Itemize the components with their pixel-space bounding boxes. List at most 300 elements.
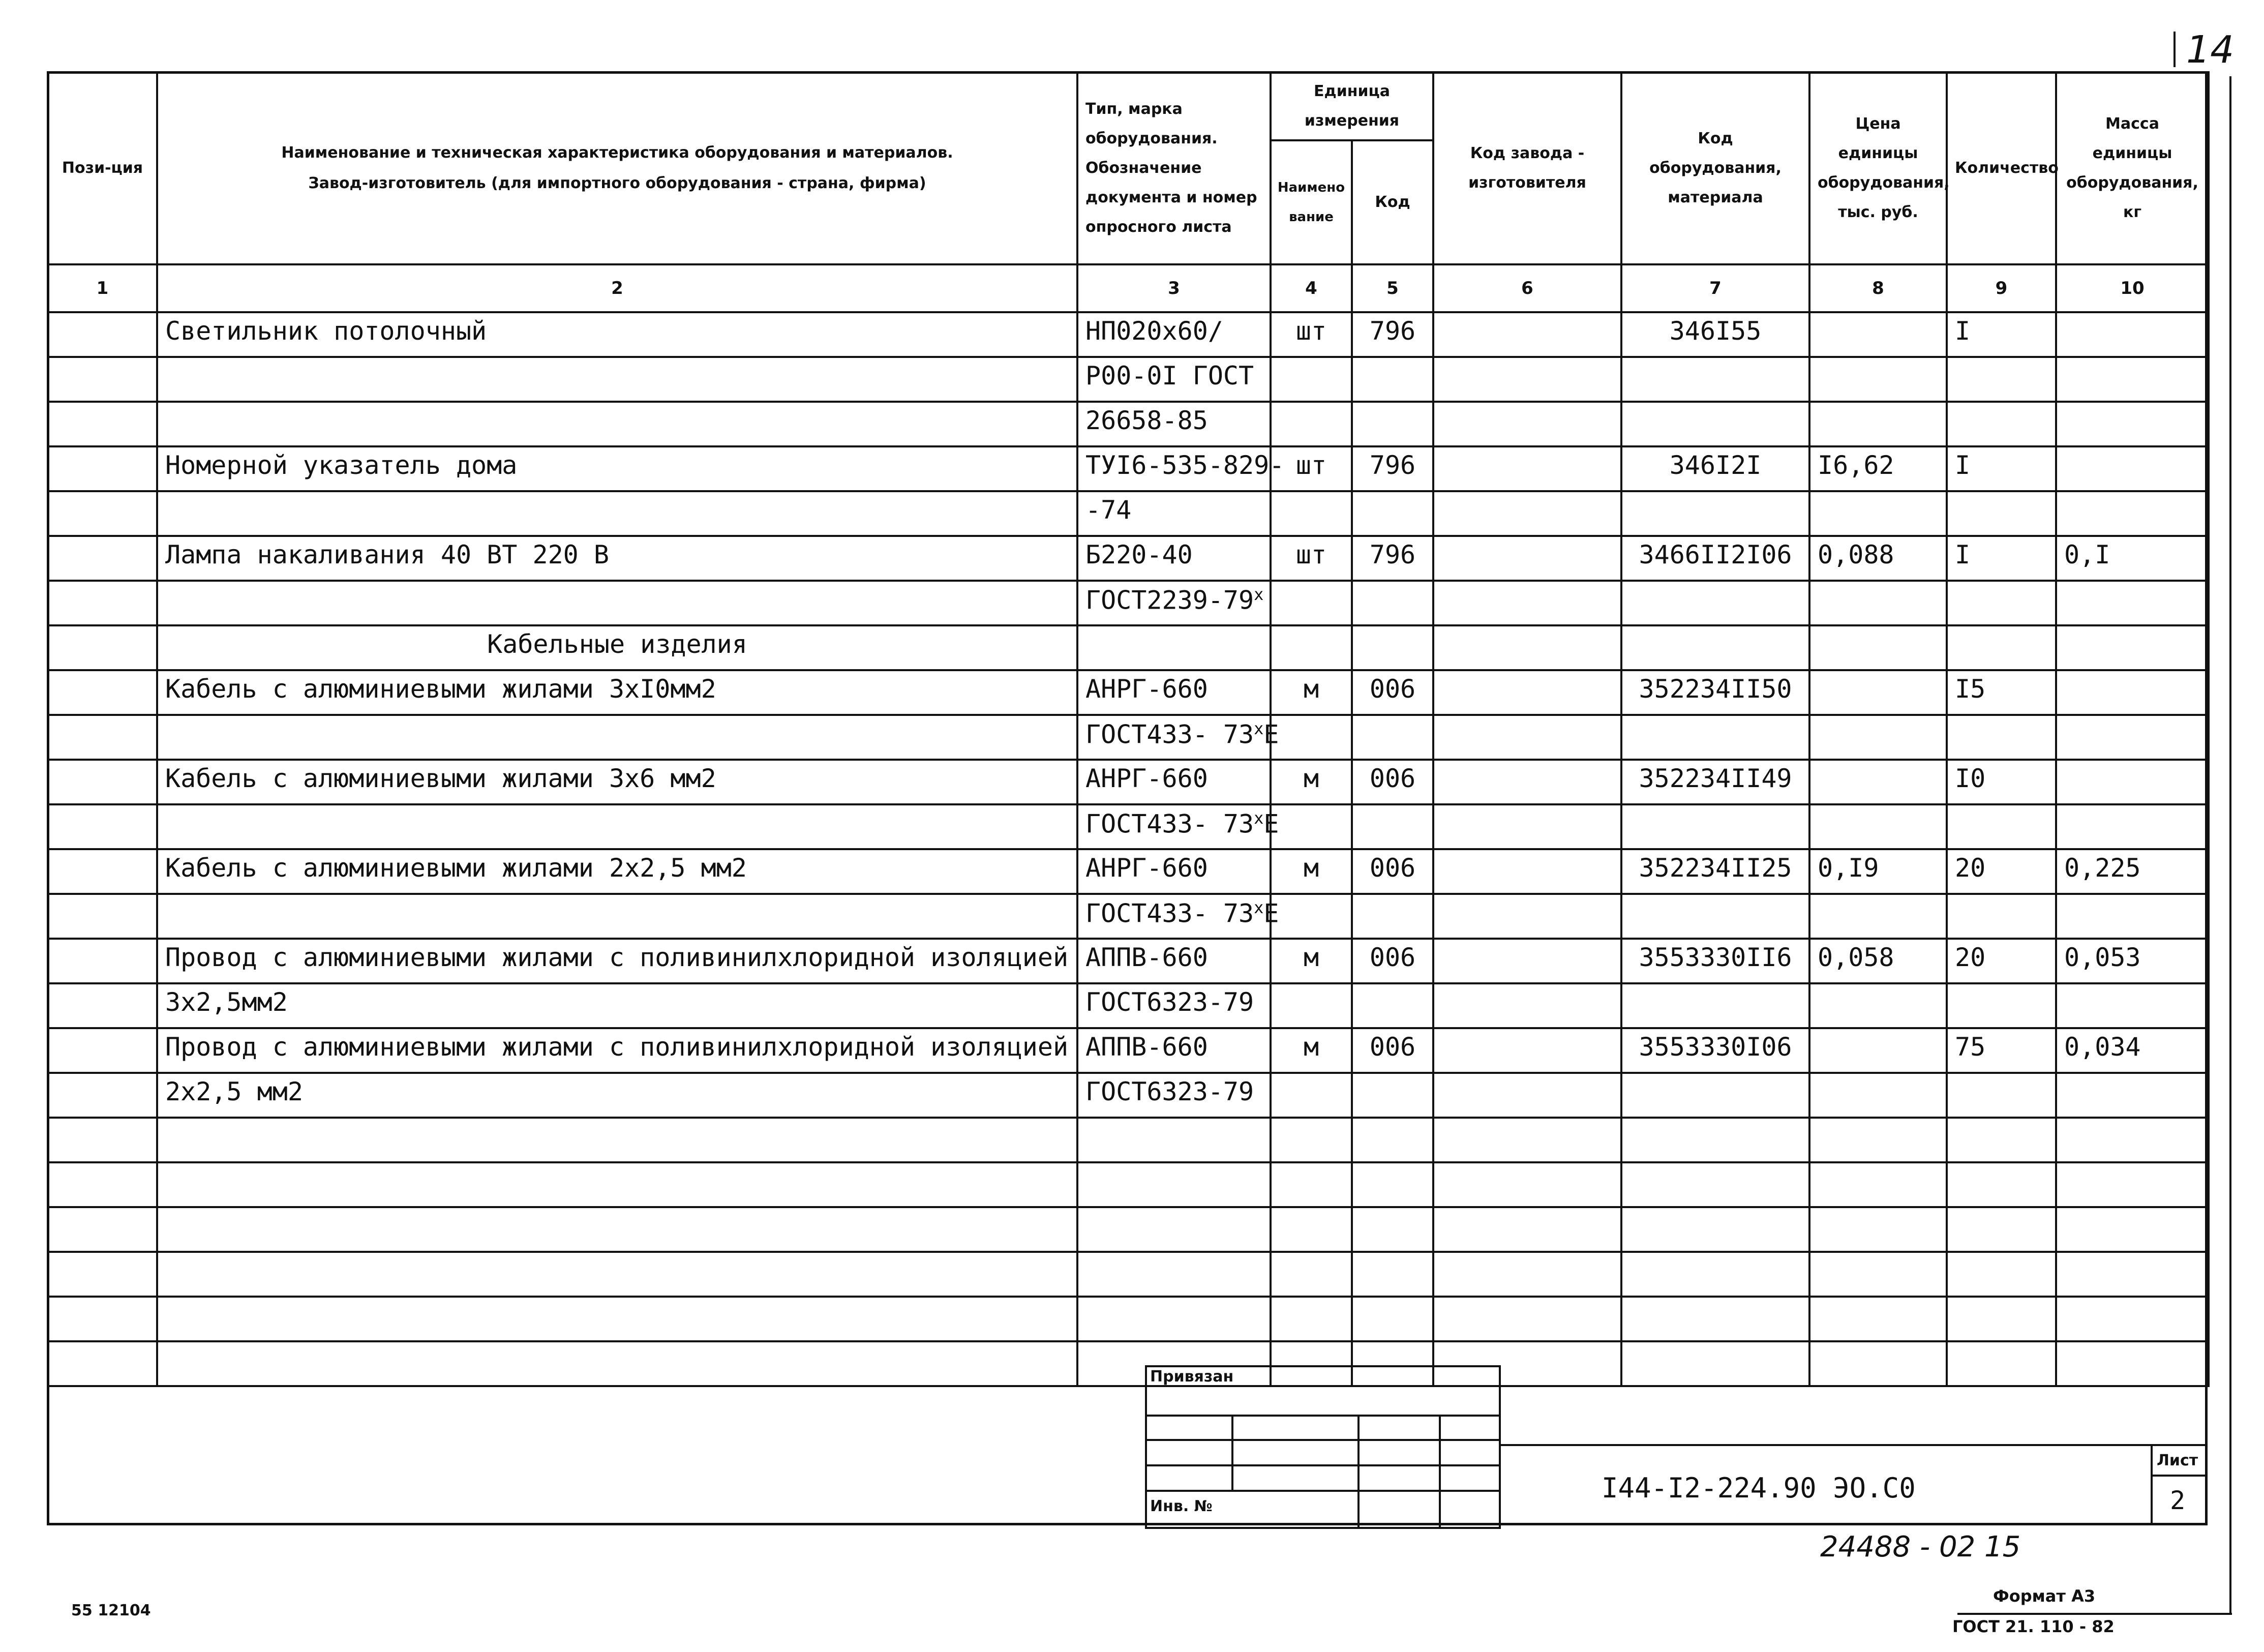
stamp-line: [1357, 1415, 1360, 1527]
type-superscript: х: [1254, 898, 1264, 917]
cell-unit: м: [1271, 849, 1352, 894]
header-type: Тип, марка оборудования. Обозначение документа и номер опросного листа: [1077, 72, 1271, 264]
stamp-line: [1231, 1415, 1233, 1491]
cell-type: Б220-40: [1077, 536, 1271, 581]
cell-price: [1809, 1341, 1947, 1386]
cell-equipment-code: [1621, 402, 1809, 446]
cell-position: [48, 1207, 157, 1252]
cell-type: [1077, 581, 1271, 625]
cell-manufacturer-code: [1433, 312, 1621, 357]
cell-manufacturer-code: [1433, 1252, 1621, 1297]
cell-mass: [2056, 1207, 2209, 1252]
cell-unit-code: [1352, 983, 1433, 1028]
table-row: [48, 983, 2209, 1028]
cell-position: [48, 670, 157, 715]
cell-price: [1809, 625, 1947, 670]
cell-name: Провод с алюминиевыми жилами с поливинилхлоридной изоляцией: [157, 1028, 1077, 1073]
cell-manufacturer-code: [1433, 804, 1621, 849]
cell-unit: [1271, 1252, 1352, 1297]
table-row: [48, 1297, 2209, 1341]
table-row: [48, 446, 2209, 491]
sheet-number: 2: [2170, 1486, 2186, 1515]
cell-quantity: I: [1947, 312, 2056, 357]
header-price: Цена единицы оборудования, тыс. руб.: [1809, 72, 1947, 264]
col-number: 8: [1809, 264, 1947, 312]
cell-price: I6,62: [1809, 446, 1947, 491]
cell-position: [48, 312, 157, 357]
cell-name: [157, 1252, 1077, 1297]
stamp-line: [2151, 1475, 2208, 1477]
cell-price: [1809, 1207, 1947, 1252]
cell-price: [1809, 1118, 1947, 1162]
cell-equipment-code: [1621, 1207, 1809, 1252]
header-unit: Единица измерения: [1271, 72, 1433, 140]
type-text: ГОСТ433- 73: [1085, 719, 1254, 749]
cell-name: Номерной указатель дома: [157, 446, 1077, 491]
bottom-rule: [1957, 1613, 2232, 1615]
cell-unit: шт: [1271, 312, 1352, 357]
cell-unit: [1271, 1297, 1352, 1341]
header-mass: Масса единицы оборудования, кг: [2056, 72, 2209, 264]
stamp-line: [1501, 1444, 2208, 1446]
cell-quantity: [1947, 1118, 2056, 1162]
cell-equipment-code: 3553330II6: [1621, 939, 1809, 983]
type-tail: Е: [1263, 719, 1279, 749]
cell-unit: [1271, 491, 1352, 536]
cell-price: [1809, 312, 1947, 357]
cell-position: [48, 1252, 157, 1297]
cell-price: 0,058: [1809, 939, 1947, 983]
cell-unit: м: [1271, 1028, 1352, 1073]
cell-name: 3х2,5мм2: [157, 983, 1077, 1028]
cell-mass: [2056, 446, 2209, 491]
specification-table: [47, 71, 2210, 1387]
gost-label: ГОСТ 21. 110 - 82: [1952, 1617, 2115, 1636]
cell-equipment-code: [1621, 625, 1809, 670]
cell-unit-code: [1352, 1118, 1433, 1162]
cell-equipment-code: 346I2I: [1621, 446, 1809, 491]
header-manufacturer-code: Код завода - изготовителя: [1433, 72, 1621, 264]
cell-mass: [2056, 715, 2209, 760]
cell-mass: [2056, 1341, 2209, 1386]
cell-name: 2х2,5 мм2: [157, 1073, 1077, 1118]
cell-type: АНРГ-660: [1077, 760, 1271, 804]
cell-price: [1809, 804, 1947, 849]
cell-position: [48, 1118, 157, 1162]
cell-type: [1077, 1207, 1271, 1252]
cell-quantity: [1947, 491, 2056, 536]
header-unit-name: Наименование: [1271, 140, 1352, 264]
cell-unit-code: [1352, 357, 1433, 402]
cell-unit-code: 006: [1352, 849, 1433, 894]
cell-price: [1809, 1162, 1947, 1207]
header-name-line1: Наименование и техническая характеристика оборудования и материалов.: [281, 144, 953, 162]
cell-type: 26658-85: [1077, 402, 1271, 446]
cell-position: [48, 804, 157, 849]
cell-name: Провод с алюминиевыми жилами с поливинилхлоридной изоляцией: [157, 939, 1077, 983]
cell-equipment-code: [1621, 715, 1809, 760]
type-tail: Е: [1263, 809, 1279, 839]
cell-mass: [2056, 1118, 2209, 1162]
table-row: [48, 1118, 2209, 1162]
archive-number: 24488 - 02 15: [1820, 1530, 2021, 1564]
cell-name: [157, 894, 1077, 939]
cell-manufacturer-code: [1433, 670, 1621, 715]
cell-equipment-code: [1621, 1162, 1809, 1207]
table-row: [48, 849, 2209, 894]
cell-price: [1809, 1252, 1947, 1297]
cell-equipment-code: [1621, 1341, 1809, 1386]
cell-equipment-code: [1621, 357, 1809, 402]
cell-manufacturer-code: [1433, 446, 1621, 491]
stamp-inv: Инв. №: [1150, 1497, 1213, 1515]
cell-unit-code: [1352, 715, 1433, 760]
cell-equipment-code: [1621, 983, 1809, 1028]
cell-price: [1809, 1297, 1947, 1341]
cell-quantity: I0: [1947, 760, 2056, 804]
cell-equipment-code: [1621, 1118, 1809, 1162]
cell-unit-code: [1352, 1297, 1433, 1341]
cell-type: [1077, 1118, 1271, 1162]
cell-manufacturer-code: [1433, 1162, 1621, 1207]
cell-unit-code: 796: [1352, 446, 1433, 491]
cell-equipment-code: 352234II50: [1621, 670, 1809, 715]
page-number: 14: [2186, 28, 2235, 72]
col-number: 1: [48, 264, 157, 312]
cell-mass: 0,034: [2056, 1028, 2209, 1073]
cell-unit-code: 006: [1352, 760, 1433, 804]
cell-quantity: 20: [1947, 939, 2056, 983]
cell-position: [48, 1162, 157, 1207]
cell-mass: [2056, 894, 2209, 939]
col-number: 9: [1947, 264, 2056, 312]
cell-quantity: [1947, 625, 2056, 670]
cell-manufacturer-code: [1433, 1207, 1621, 1252]
cell-type: [1077, 894, 1279, 939]
cell-price: [1809, 670, 1947, 715]
cell-mass: [2056, 1073, 2209, 1118]
cell-mass: [2056, 357, 2209, 402]
cell-unit: [1271, 357, 1352, 402]
table-row: [48, 581, 2209, 625]
header-equipment-code: Код оборудования, материала: [1621, 72, 1809, 264]
cell-type: ГОСТ6323-79: [1077, 1073, 1271, 1118]
cell-manufacturer-code: [1433, 491, 1621, 536]
cell-type: -74: [1077, 491, 1271, 536]
cell-unit-code: [1352, 1252, 1433, 1297]
header-name-line2: Завод-изготовитель (для импортного оборудования - страна, фирма): [308, 174, 926, 192]
cell-name: Кабель с алюминиевыми жилами 2х2,5 мм2: [157, 849, 1077, 894]
right-rule: [2229, 76, 2231, 1614]
col-number: 4: [1271, 264, 1352, 312]
cell-name: Кабель с алюминиевыми жилами 3х6 мм2: [157, 760, 1077, 804]
type-text: ГОСТ433- 73: [1085, 898, 1254, 928]
cell-position: [48, 939, 157, 983]
cell-equipment-code: [1621, 1297, 1809, 1341]
cell-position: [48, 1028, 157, 1073]
cell-position: [48, 491, 157, 536]
header-unit-code: Код: [1352, 140, 1433, 264]
cell-quantity: [1947, 1341, 2056, 1386]
stamp-line: [1145, 1490, 1501, 1492]
page-number-mark: [2174, 32, 2176, 67]
cell-manufacturer-code: [1433, 1073, 1621, 1118]
cell-position: [48, 1341, 157, 1386]
cell-unit: [1271, 1207, 1352, 1252]
cell-name: [157, 1118, 1077, 1162]
cell-unit-code: [1352, 491, 1433, 536]
cell-price: [1809, 894, 1947, 939]
cell-manufacturer-code: [1433, 402, 1621, 446]
table-row: [48, 491, 2209, 536]
cell-name: Кабель с алюминиевыми жилами 3хI0мм2: [157, 670, 1077, 715]
cell-position: [48, 894, 157, 939]
cell-name: Кабельные изделия: [157, 625, 1077, 670]
cell-unit: [1271, 804, 1352, 849]
sheet-label: Лист: [2157, 1452, 2198, 1469]
stamp-privyazan: Привязан: [1150, 1368, 1234, 1386]
cell-mass: [2056, 402, 2209, 446]
cell-position: [48, 715, 157, 760]
cell-type: АППВ-660: [1077, 1028, 1271, 1073]
cell-unit: м: [1271, 760, 1352, 804]
cell-position: [48, 760, 157, 804]
cell-type: АППВ-660: [1077, 939, 1271, 983]
cell-equipment-code: [1621, 804, 1809, 849]
col-number: 5: [1352, 264, 1433, 312]
cell-unit-code: [1352, 402, 1433, 446]
cell-price: [1809, 760, 1947, 804]
cell-position: [48, 1073, 157, 1118]
cell-quantity: 20: [1947, 849, 2056, 894]
stamp-line: [1145, 1439, 1501, 1441]
cell-manufacturer-code: [1433, 894, 1621, 939]
cell-type: [1077, 625, 1271, 670]
cell-equipment-code: [1621, 491, 1809, 536]
table-row: [48, 670, 2209, 715]
cell-unit: м: [1271, 670, 1352, 715]
cell-unit-code: [1352, 1207, 1433, 1252]
table-row: [48, 804, 2209, 849]
type-tail: Е: [1263, 898, 1279, 928]
cell-name: Светильник потолочный: [157, 312, 1077, 357]
cell-quantity: [1947, 1073, 2056, 1118]
col-number: 2: [157, 264, 1077, 312]
cell-mass: [2056, 1297, 2209, 1341]
cell-unit-code: 006: [1352, 939, 1433, 983]
cell-position: [48, 1297, 157, 1341]
cell-mass: [2056, 581, 2209, 625]
cell-quantity: [1947, 715, 2056, 760]
cell-unit-code: 796: [1352, 536, 1433, 581]
cell-unit-code: [1352, 1073, 1433, 1118]
cell-type: [1077, 715, 1279, 760]
cell-equipment-code: [1621, 1252, 1809, 1297]
cell-unit-code: [1352, 894, 1433, 939]
cell-manufacturer-code: [1433, 1028, 1621, 1073]
cell-name: [157, 402, 1077, 446]
cell-price: [1809, 357, 1947, 402]
cell-equipment-code: 346I55: [1621, 312, 1809, 357]
cell-manufacturer-code: [1433, 939, 1621, 983]
col-number: 10: [2056, 264, 2209, 312]
type-superscript: х: [1254, 808, 1264, 828]
type-text: ГОСТ2239-79: [1085, 585, 1254, 615]
table-row: [48, 1341, 2209, 1386]
cell-mass: [2056, 1162, 2209, 1207]
stamp-line: [1145, 1464, 1501, 1466]
cell-price: 0,I9: [1809, 849, 1947, 894]
cell-manufacturer-code: [1433, 1297, 1621, 1341]
cell-name: [157, 357, 1077, 402]
cell-name: [157, 491, 1077, 536]
cell-name: [157, 1341, 1077, 1386]
cell-equipment-code: 352234II25: [1621, 849, 1809, 894]
cell-quantity: [1947, 581, 2056, 625]
cell-price: [1809, 491, 1947, 536]
table-row: [48, 357, 2209, 402]
cell-type: АНРГ-660: [1077, 849, 1271, 894]
cell-manufacturer-code: [1433, 715, 1621, 760]
cell-unit: [1271, 581, 1352, 625]
header-position: Пози-ция: [48, 72, 157, 264]
cell-position: [48, 983, 157, 1028]
cell-quantity: [1947, 402, 2056, 446]
cell-quantity: [1947, 1297, 2056, 1341]
cell-unit: [1271, 402, 1352, 446]
cell-equipment-code: [1621, 1073, 1809, 1118]
cell-position: [48, 402, 157, 446]
cell-quantity: [1947, 1252, 2056, 1297]
cell-manufacturer-code: [1433, 581, 1621, 625]
cell-manufacturer-code: [1433, 357, 1621, 402]
cell-unit-code: 006: [1352, 670, 1433, 715]
cell-unit-code: 006: [1352, 1028, 1433, 1073]
stamp-line: [1439, 1415, 1441, 1527]
cell-mass: [2056, 491, 2209, 536]
cell-mass: [2056, 625, 2209, 670]
cell-unit-code: [1352, 581, 1433, 625]
cell-unit-code: 796: [1352, 312, 1433, 357]
cell-mass: 0,225: [2056, 849, 2209, 894]
cell-quantity: [1947, 1207, 2056, 1252]
cell-name: [157, 581, 1077, 625]
cell-mass: 0,I: [2056, 536, 2209, 581]
cell-unit: шт: [1271, 536, 1352, 581]
cell-unit: шт: [1271, 446, 1352, 491]
cell-unit: [1271, 1073, 1352, 1118]
cell-unit-code: [1352, 625, 1433, 670]
cell-position: [48, 581, 157, 625]
table-row: [48, 402, 2209, 446]
table-row: [48, 536, 2209, 581]
table-row: [48, 1028, 2209, 1073]
cell-position: [48, 446, 157, 491]
cell-type: ГОСТ6323-79: [1077, 983, 1271, 1028]
document-code: I44-I2-224.90 ЭО.С0: [1602, 1472, 1916, 1504]
cell-mass: 0,053: [2056, 939, 2209, 983]
cell-unit: [1271, 894, 1352, 939]
cell-type: АНРГ-660: [1077, 670, 1271, 715]
cell-position: [48, 357, 157, 402]
cell-manufacturer-code: [1433, 760, 1621, 804]
cell-unit: м: [1271, 939, 1352, 983]
cell-type: [1077, 1252, 1271, 1297]
cell-unit: [1271, 983, 1352, 1028]
cell-price: [1809, 1073, 1947, 1118]
col-number: 3: [1077, 264, 1271, 312]
cell-quantity: I: [1947, 446, 2056, 491]
cell-equipment-code: 352234II49: [1621, 760, 1809, 804]
cell-quantity: I: [1947, 536, 2056, 581]
table-row: [48, 312, 2209, 357]
table-row: [48, 1073, 2209, 1118]
cell-name: [157, 804, 1077, 849]
cell-manufacturer-code: [1433, 1118, 1621, 1162]
format-label: Формат А3: [1993, 1586, 2096, 1606]
table-row: [48, 939, 2209, 983]
header-quantity: Количество: [1947, 72, 2056, 264]
cell-price: [1809, 983, 1947, 1028]
cell-quantity: [1947, 983, 2056, 1028]
cell-name: [157, 1297, 1077, 1341]
cell-unit: [1271, 715, 1352, 760]
col-number: 6: [1433, 264, 1621, 312]
cell-mass: [2056, 312, 2209, 357]
header-name: [157, 72, 1077, 264]
cell-quantity: [1947, 1162, 2056, 1207]
cell-price: [1809, 1028, 1947, 1073]
cell-manufacturer-code: [1433, 536, 1621, 581]
cell-type: Р00-0I ГОСТ: [1077, 357, 1271, 402]
cell-mass: [2056, 983, 2209, 1028]
print-code: 55 12104: [71, 1602, 151, 1619]
cell-type: [1077, 804, 1279, 849]
table-row: [48, 715, 2209, 760]
table-row: [48, 894, 2209, 939]
cell-quantity: [1947, 804, 2056, 849]
cell-mass: [2056, 760, 2209, 804]
cell-unit: [1271, 625, 1352, 670]
stamp-line: [1145, 1415, 1501, 1417]
cell-equipment-code: [1621, 894, 1809, 939]
cell-price: [1809, 715, 1947, 760]
table-row: [48, 1162, 2209, 1207]
type-superscript: х: [1254, 719, 1264, 738]
cell-name: [157, 715, 1077, 760]
col-number: 7: [1621, 264, 1809, 312]
cell-position: [48, 849, 157, 894]
cell-quantity: 75: [1947, 1028, 2056, 1073]
cell-type: ТУI6-535-829-: [1077, 446, 1271, 491]
cell-unit: [1271, 1118, 1352, 1162]
cell-type: [1077, 1162, 1271, 1207]
cell-type: [1077, 1297, 1271, 1341]
cell-equipment-code: [1621, 581, 1809, 625]
cell-equipment-code: 3553330I06: [1621, 1028, 1809, 1073]
cell-quantity: [1947, 357, 2056, 402]
table-row: [48, 1207, 2209, 1252]
type-text: ГОСТ433- 73: [1085, 809, 1254, 839]
cell-name: [157, 1207, 1077, 1252]
cell-unit: [1271, 1162, 1352, 1207]
cell-type: НП020х60/: [1077, 312, 1271, 357]
cell-quantity: I5: [1947, 670, 2056, 715]
cell-price: [1809, 402, 1947, 446]
table-row: [48, 760, 2209, 804]
cell-unit-code: [1352, 1162, 1433, 1207]
cell-quantity: [1947, 894, 2056, 939]
